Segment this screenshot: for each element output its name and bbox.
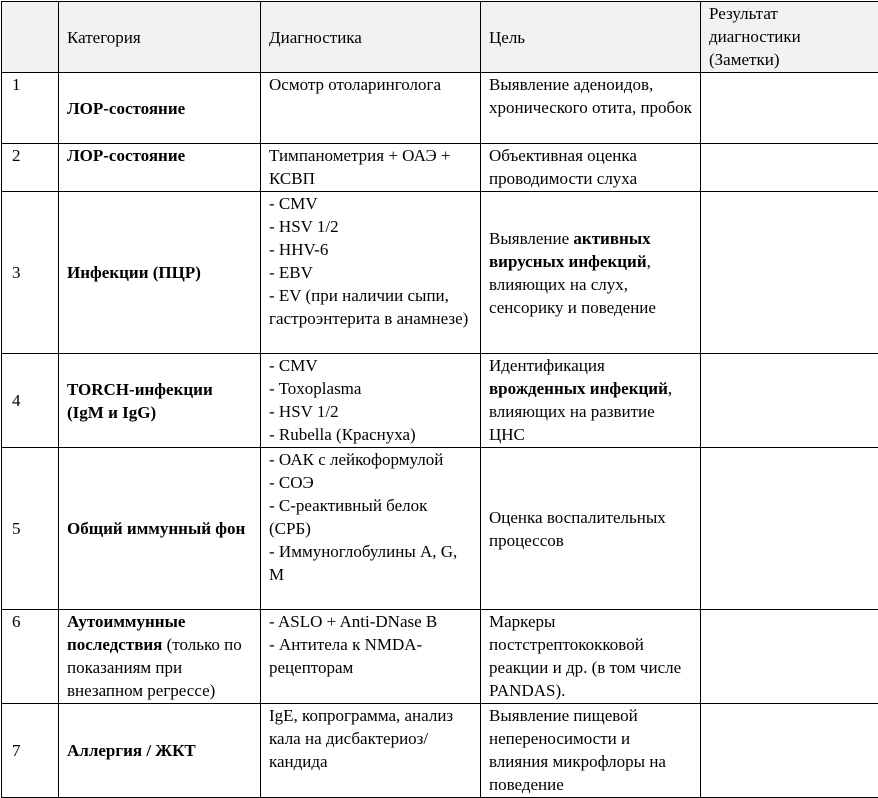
- table-row: [2, 448, 878, 610]
- header-goal: Цель: [481, 2, 701, 73]
- row-number: 6: [2, 610, 59, 704]
- table-row: [2, 354, 878, 448]
- row-result-notes[interactable]: [701, 144, 878, 192]
- header-category: Категория: [59, 2, 261, 73]
- row-diagnostics: IgE, копрограмма, анализ кала на дисбактериоз/кандида: [261, 704, 481, 798]
- row-diagnostics: - CMV - HSV 1/2 - HHV-6 - EBV - EV (при наличии сыпи, гастроэнтерита в анамнезе): [261, 192, 481, 354]
- row-diagnostics: Осмотр отоларинголога: [261, 73, 481, 144]
- row-number: 7: [2, 704, 59, 798]
- table-row: [2, 704, 878, 798]
- row-number: 4: [2, 354, 59, 448]
- row-number: 3: [2, 192, 59, 354]
- row-result-notes[interactable]: [701, 704, 878, 798]
- row-goal: Идентификация врожденных инфекций, влияющих на развитие ЦНС: [481, 354, 701, 448]
- row-number: 5: [2, 448, 59, 610]
- diagnostics-table: [1, 1, 878, 798]
- row-goal: Выявление аденоидов, хронического отита, пробок: [481, 73, 701, 144]
- row-result-notes[interactable]: [701, 610, 878, 704]
- table-row: [2, 610, 878, 704]
- row-number: 2: [2, 144, 59, 192]
- table-row: [2, 73, 878, 144]
- row-category: TORCH-инфекции (IgM и IgG): [59, 354, 261, 448]
- header-result: Результат диагностики (Заметки): [701, 2, 878, 73]
- table-row: [2, 144, 878, 192]
- table-header-row: [2, 2, 878, 73]
- row-diagnostics: - CMV - Toxoplasma - HSV 1/2 - Rubella (Краснуха): [261, 354, 481, 448]
- row-goal: Выявление пищевой непереносимости и влияния микрофлоры на поведение: [481, 704, 701, 798]
- row-goal: Выявление активных вирусных инфекций, влияющих на слух, сенсорику и поведение: [481, 192, 701, 354]
- header-number: [2, 2, 59, 73]
- table-row: [2, 192, 878, 354]
- row-diagnostics: Тимпанометрия + ОАЭ + КСВП: [261, 144, 481, 192]
- row-category: ЛОР-состояние: [59, 73, 261, 144]
- row-result-notes[interactable]: [701, 448, 878, 610]
- row-category: ЛОР-состояние: [59, 144, 261, 192]
- header-diagnostics: Диагностика: [261, 2, 481, 73]
- row-number: 1: [2, 73, 59, 144]
- row-category: Инфекции (ПЦР): [59, 192, 261, 354]
- row-category: Аутоиммунные последствия (только по показаниям при внезапном регрессе): [59, 610, 261, 704]
- row-goal: Оценка воспалительных процессов: [481, 448, 701, 610]
- row-category: Общий иммунный фон: [59, 448, 261, 610]
- row-diagnostics: - ОАК с лейкоформулой - СОЭ - С-реактивный белок (СРБ) - Иммуноглобулины A, G, M: [261, 448, 481, 610]
- row-goal: Маркеры постстрептококковой реакции и др. (в том числе PANDAS).: [481, 610, 701, 704]
- row-result-notes[interactable]: [701, 354, 878, 448]
- row-diagnostics: - ASLO + Anti-DNase B - Антитела к NMDA-рецепторам: [261, 610, 481, 704]
- row-result-notes[interactable]: [701, 192, 878, 354]
- row-result-notes[interactable]: [701, 73, 878, 144]
- row-category: Аллергия / ЖКТ: [59, 704, 261, 798]
- row-goal: Объективная оценка проводимости слуха: [481, 144, 701, 192]
